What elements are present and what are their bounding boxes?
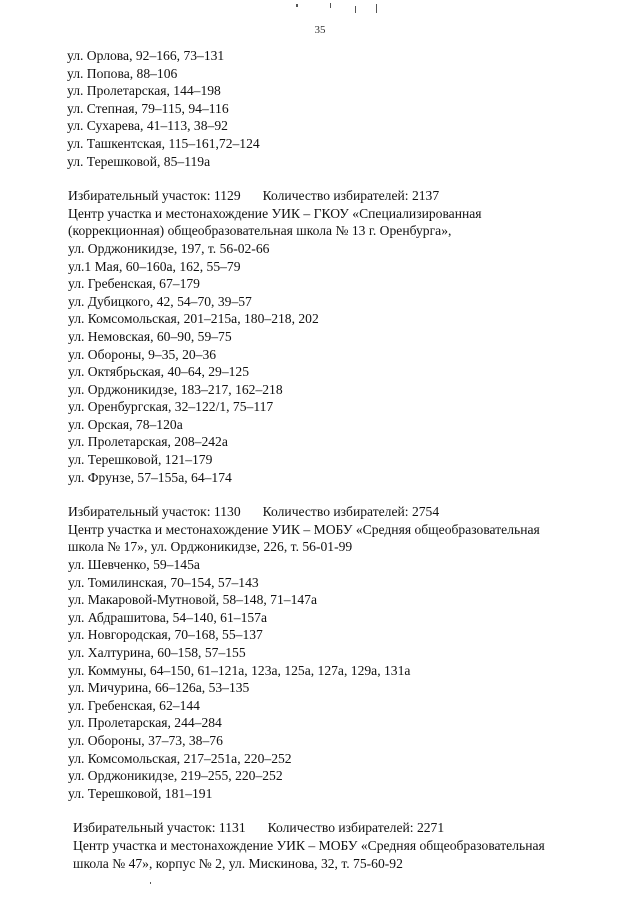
street-line: ул. Халтурина, 60–158, 57–155 (68, 645, 246, 660)
district-header (73, 819, 612, 837)
scan-artifact (330, 3, 331, 8)
page-number: 35 (314, 24, 326, 36)
voter-count: Количество избирателей: 2754 (262, 504, 440, 520)
street-line: ул. Терешковой, 121–179 (68, 452, 213, 468)
street-line: ул. Пролетарская, 244–284 (68, 715, 222, 731)
scan-artifact (355, 6, 356, 13)
center-address: школа № 17», ул. Орджоникидзе, 226, т. 56-01-99 (68, 539, 353, 555)
polling-district-1129 (67, 187, 612, 486)
street-line: ул. Шевченко, 59–145а (68, 557, 200, 573)
street-line: ул. Ташкентская, 115–161,72–124 (67, 135, 260, 151)
center-description: (коррекционная) общеобразовательная школа № 13 г. Оренбурга», (68, 223, 452, 239)
street-line: ул. Попова, 88–106 (67, 65, 178, 81)
street-line: ул. Фрунзе, 57–155а, 64–174 (68, 469, 232, 485)
center-description: Центр участка и местонахождение УИК – МОБУ «Средняя общеобразовательная (68, 521, 540, 537)
document-body (67, 47, 612, 872)
scan-artifact (296, 4, 298, 7)
street-line: ул. Сухарева, 41–113, 38–92 (67, 118, 228, 134)
street-line: ул. Пролетарская, 144–198 (67, 83, 221, 99)
polling-district-1130 (67, 503, 612, 802)
street-line: ул. Оренбургская, 32–122/1, 75–117 (68, 399, 274, 415)
street-line: ул. Абдрашитова, 54–140, 61–157а (68, 609, 267, 625)
voter-count: Количество избирателей: 2137 (262, 188, 440, 204)
district-number: Избирательный участок: 1131 (73, 820, 246, 836)
street-line: ул. Пролетарская, 208–242а (68, 434, 228, 450)
street-list-continued (67, 47, 612, 170)
street-line: ул. Мичурина, 66–126а, 53–135 (68, 680, 250, 696)
street-line: ул. Орджоникидзе, 219–255, 220–252 (68, 768, 283, 784)
polling-district-1131 (73, 819, 612, 872)
street-line: ул. Орлова, 92–166, 73–131 (67, 48, 225, 63)
street-line: ул. Орская, 78–120а (68, 416, 183, 432)
district-header (68, 503, 612, 521)
street-line: ул. Комсомольская, 217–251а, 220–252 (68, 750, 292, 766)
street-line: ул. Новгородская, 70–168, 55–137 (68, 627, 263, 643)
street-line: ул.1 Мая, 60–160а, 162, 55–79 (68, 258, 241, 274)
street-line: ул. Октябрьская, 40–64, 29–125 (68, 364, 250, 380)
center-description: Центр участка и местонахождение УИК – ГКОУ «Специализированная (68, 205, 482, 221)
street-line: ул. Дубицкого, 42, 54–70, 39–57 (68, 293, 252, 309)
district-header (68, 187, 612, 205)
scan-artifact (376, 4, 377, 13)
street-line: ул. Гребенская, 62–144 (68, 697, 200, 713)
district-number: Избирательный участок: 1130 (68, 504, 241, 520)
center-description: Центр участка и местонахождение УИК – МОБУ «Средняя общеобразовательная (73, 837, 545, 853)
street-line: ул. Комсомольская, 201–215а, 180–218, 202 (68, 311, 319, 327)
street-line: ул. Терешковой, 85–119а (67, 153, 211, 169)
district-number: Избирательный участок: 1129 (68, 188, 241, 204)
scan-artifact (150, 882, 151, 884)
street-line: ул. Степная, 79–115, 94–116 (67, 100, 229, 116)
center-address: школа № 47», корпус № 2, ул. Мискинова, 32, т. 75-60-92 (73, 855, 403, 871)
street-line: ул. Обороны, 37–73, 38–76 (68, 732, 223, 748)
voter-count: Количество избирателей: 2271 (267, 820, 445, 836)
street-line: ул. Коммуны, 64–150, 61–121а, 123а, 125а, 127а, 129а, 131а (68, 662, 411, 678)
street-line: ул. Терешковой, 181–191 (68, 785, 213, 801)
street-line: ул. Орджоникидзе, 183–217, 162–218 (68, 381, 283, 397)
street-line: ул. Томилинская, 70–154, 57–143 (68, 574, 259, 590)
street-line: ул. Обороны, 9–35, 20–36 (68, 346, 217, 362)
street-line: ул. Немовская, 60–90, 59–75 (68, 328, 232, 344)
street-line: ул. Гребенская, 67–179 (68, 276, 200, 292)
street-line: ул. Макаровой-Мутновой, 58–148, 71–147а (68, 592, 317, 608)
center-address: ул. Орджоникидзе, 197, т. 56-02-66 (68, 240, 270, 256)
